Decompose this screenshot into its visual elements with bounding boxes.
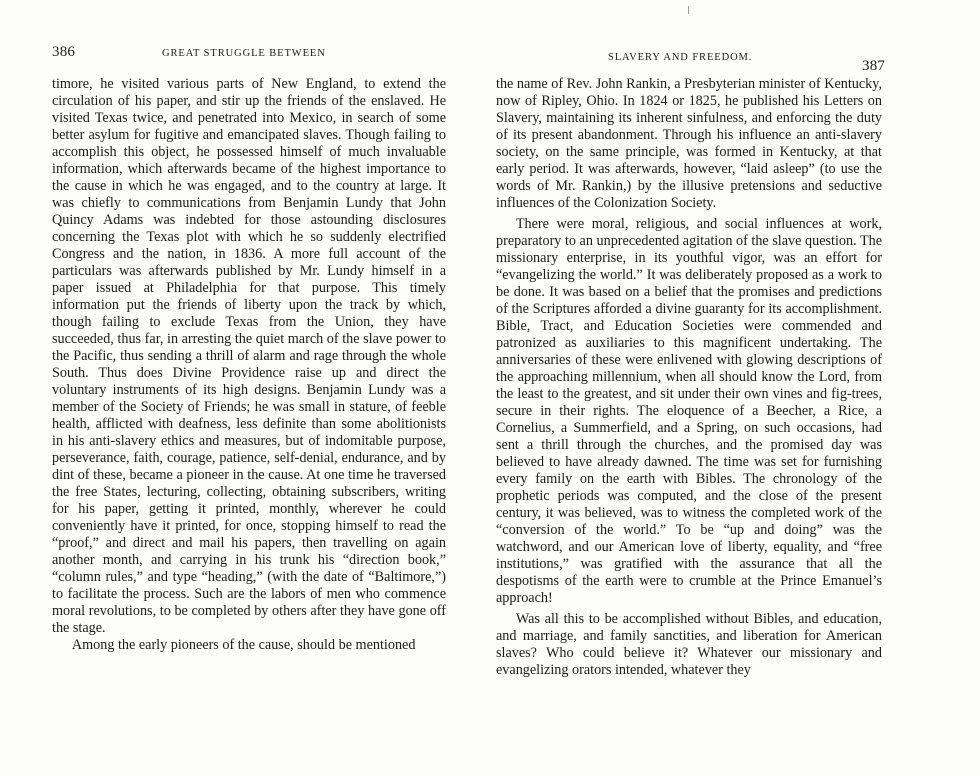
text-column [52,76,446,654]
page-number: 386 [52,44,76,60]
running-head: SLAVERY AND FREEDOM. [608,52,753,63]
paragraph: the name of Rev. John Rankin, a Presbyterian minister of Kentucky, now of Ripley, Ohio. In 1824 or 1825, he published his Letters on Slavery, maintaining its inherent sinfulness, and enforcing the duty of its present abandonment. Through his influence an anti-slavery society, on the same principle, was formed in Kentucky, at that early period. It was afterwards, however, “laid asleep” (to use the words of Mr. Rankin,) by the illusive pretensions and seductive influences of the Colonization Society. [496,76,882,211]
running-head: GREAT STRUGGLE BETWEEN [162,48,326,59]
paragraph: Among the early pioneers of the cause, should be mentioned [71,637,416,653]
text-column [496,76,882,679]
paragraph: There were moral, religious, and social influences at work, preparatory to an unprecedented agitation of the slave question. The missionary enterprise, in its youthful vigor, was an effort for “evangelizing the world.” It was deliberately proposed as a work to be done. It was based on a belief that the promises and predictions of the Scriptures afforded a divine guaranty for its accomplishment. Bible, Tract, and Education Societies were commended and patronized as auxiliaries to this magnificent undertaking. The anniversaries of these were enlivened with glowing descriptions of the approaching millennium, when all should know the Lord, from the least to the greatest, and sit under their own vines and fig-trees, secure in their rights. The eloquence of a Beecher, a Rice, a Cornelius, a Summerfield, and a Spring, on such occasions, had sent a thrill through the churches, and the promised day was believed to have already dawned. The time was set for furnishing every family on the earth with Bibles. The chronology of the prophetic periods was computed, and the close of the present century, it was believed, was to witness the completed work of the “conversion of the world.” To be “up and doing” was the watchword, and our American love of liberty, equality, and “free institutions,” was gratified with the assurance that all the despotisms of the earth were to crumble at the Prince Emanuel’s approach! [496,216,882,606]
page-number: 387 [862,58,886,74]
paragraph: Was all this to be accomplished without Bibles, and education, and marriage, and family sanctities, and liberation for American slaves? Who could believe it? Whatever our missionary and evangelizing orators intended, whatever they [496,611,882,678]
paragraph: timore, he visited various parts of New England, to extend the circulation of his paper, and stir up the friends of the enslaved. He visited Texas twice, and penetrated into Mexico, in search of some better asylum for fugitive and emancipated slaves. Though failing to accomplish this object, he possessed himself of much invaluable information, which afterwards became of the highest importance to the cause in which he was engaged, and to the country at large. It was chiefly to communications from Benjamin Lundy that John Quincy Adams was indebted for those astounding disclosures concerning the Texas plot with which he so suddenly electrified Congress and the nation, in 1836. A more full account of the particulars was afterwards published by Mr. Lundy himself in a paper issued at Philadelphia for that purpose. This timely information put the friends of liberty upon the track by which, though failing to exclude Texas from the Union, they have succeeded, thus far, in arresting the quiet march of the slave power to the Pacific, thus sending a thrill of alarm and rage through the whole South. Thus does Divine Providence raise up and direct the voluntary instruments of its high designs. Benjamin Lundy was a member of the Society of Friends; he was small in stature, of feeble health, afflicted with deafness, less definite than some abolitionists in his anti-slavery ethics and measures, but of indomitable purpose, perseverance, faith, courage, patience, self-denial, endurance, and by dint of these, became a pioneer in the cause. At one time he traversed the free States, lecturing, collecting, obtaining subscribers, writing for his paper, getting it printed, monthly, wherever he could conveniently have it printed, for once, stopping himself to read the “proof,” and direct and mail his papers, then travelling on again another month, and carrying in his trunk his “direction book,” “column rules,” and type “heading,” (with the date of “Baltimore,”) to facilitate the process. Such are the labors of men who commence moral revolutions, to be completed by others after they have gone off the stage. [52,76,446,636]
right-page [490,0,980,776]
